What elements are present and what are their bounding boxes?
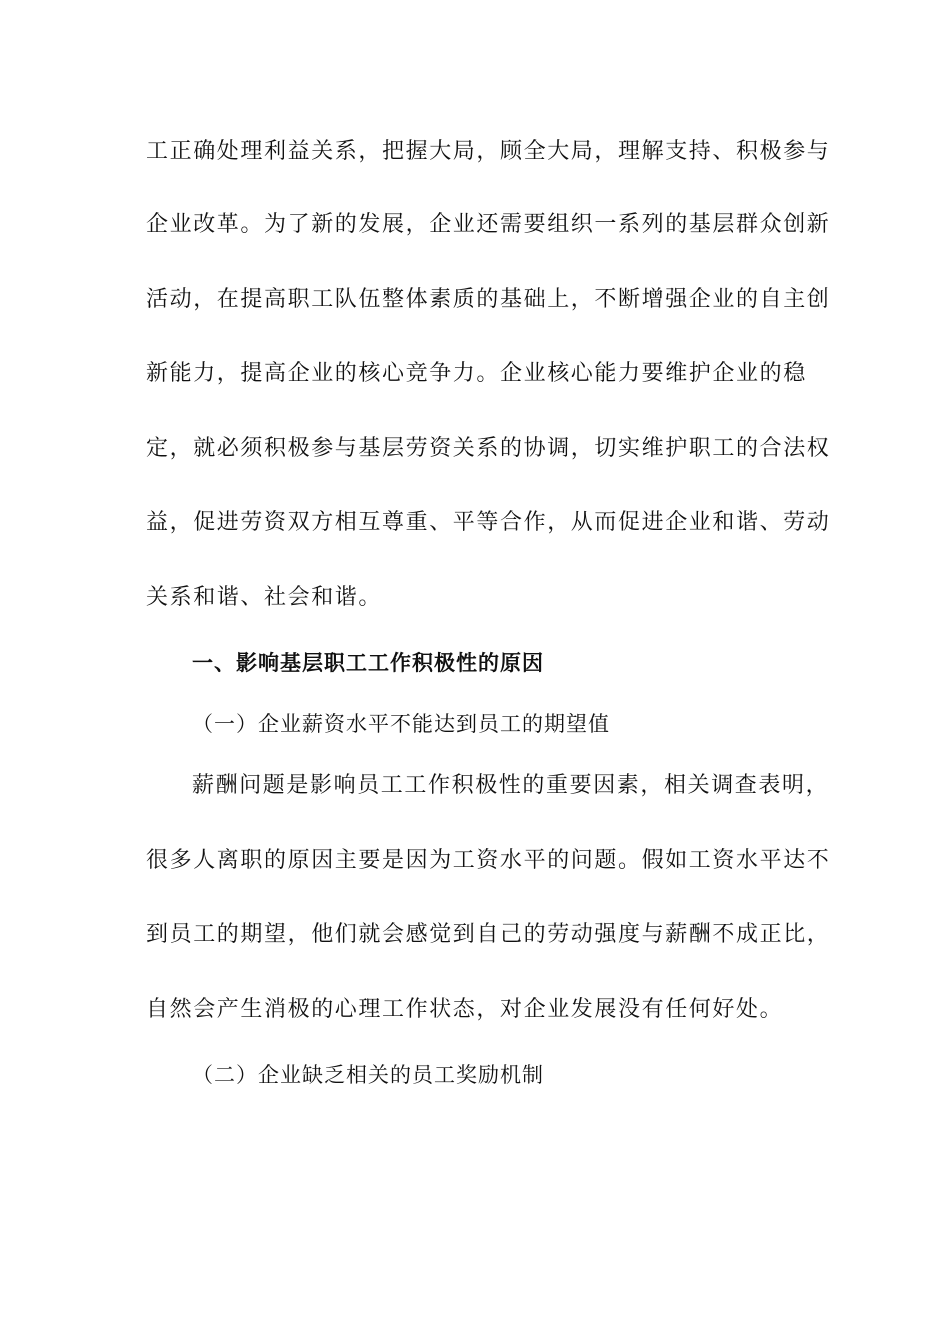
subheading-2: （二）企业缺乏相关的员工奖励机制 — [192, 1063, 544, 1087]
paragraph-1-line-4: 新能力，提高企业的核心竞争力。企业核心能力要维护企业的稳 — [146, 361, 807, 386]
paragraph-2-line-2: 很多人离职的原因主要是因为工资水平的问题。假如工资水平达不 — [146, 848, 831, 873]
paragraph-2-line-3: 到员工的期望，他们就会感觉到自己的劳动强度与薪酬不成正比， — [146, 922, 831, 947]
paragraph-1-line-5: 定，就必须积极参与基层劳资关系的协调，切实维护职工的合法权 — [146, 436, 831, 461]
section-heading: 一、影响基层职工工作积极性的原因 — [192, 650, 544, 675]
paragraph-1-line-2: 企业改革。为了新的发展，企业还需要组织一系列的基层群众创新 — [146, 212, 831, 237]
paragraph-1-line-6: 益，促进劳资双方相互尊重、平等合作，从而促进企业和谐、劳动 — [146, 510, 831, 535]
paragraph-2-line-4: 自然会产生消极的心理工作状态，对企业发展没有任何好处。 — [146, 997, 784, 1022]
paragraph-1-line-3: 活动，在提高职工队伍整体素质的基础上，不断增强企业的自主创 — [146, 287, 831, 312]
paragraph-1-line-7: 关系和谐、社会和谐。 — [146, 585, 383, 610]
paragraph-2-line-1: 薪酬问题是影响员工工作积极性的重要因素，相关调查表明， — [192, 773, 830, 798]
subheading-1: （一）企业薪资水平不能达到员工的期望值 — [192, 712, 610, 736]
paragraph-1-line-1: 工正确处理利益关系，把握大局，顾全大局，理解支持、积极参与 — [146, 139, 831, 164]
